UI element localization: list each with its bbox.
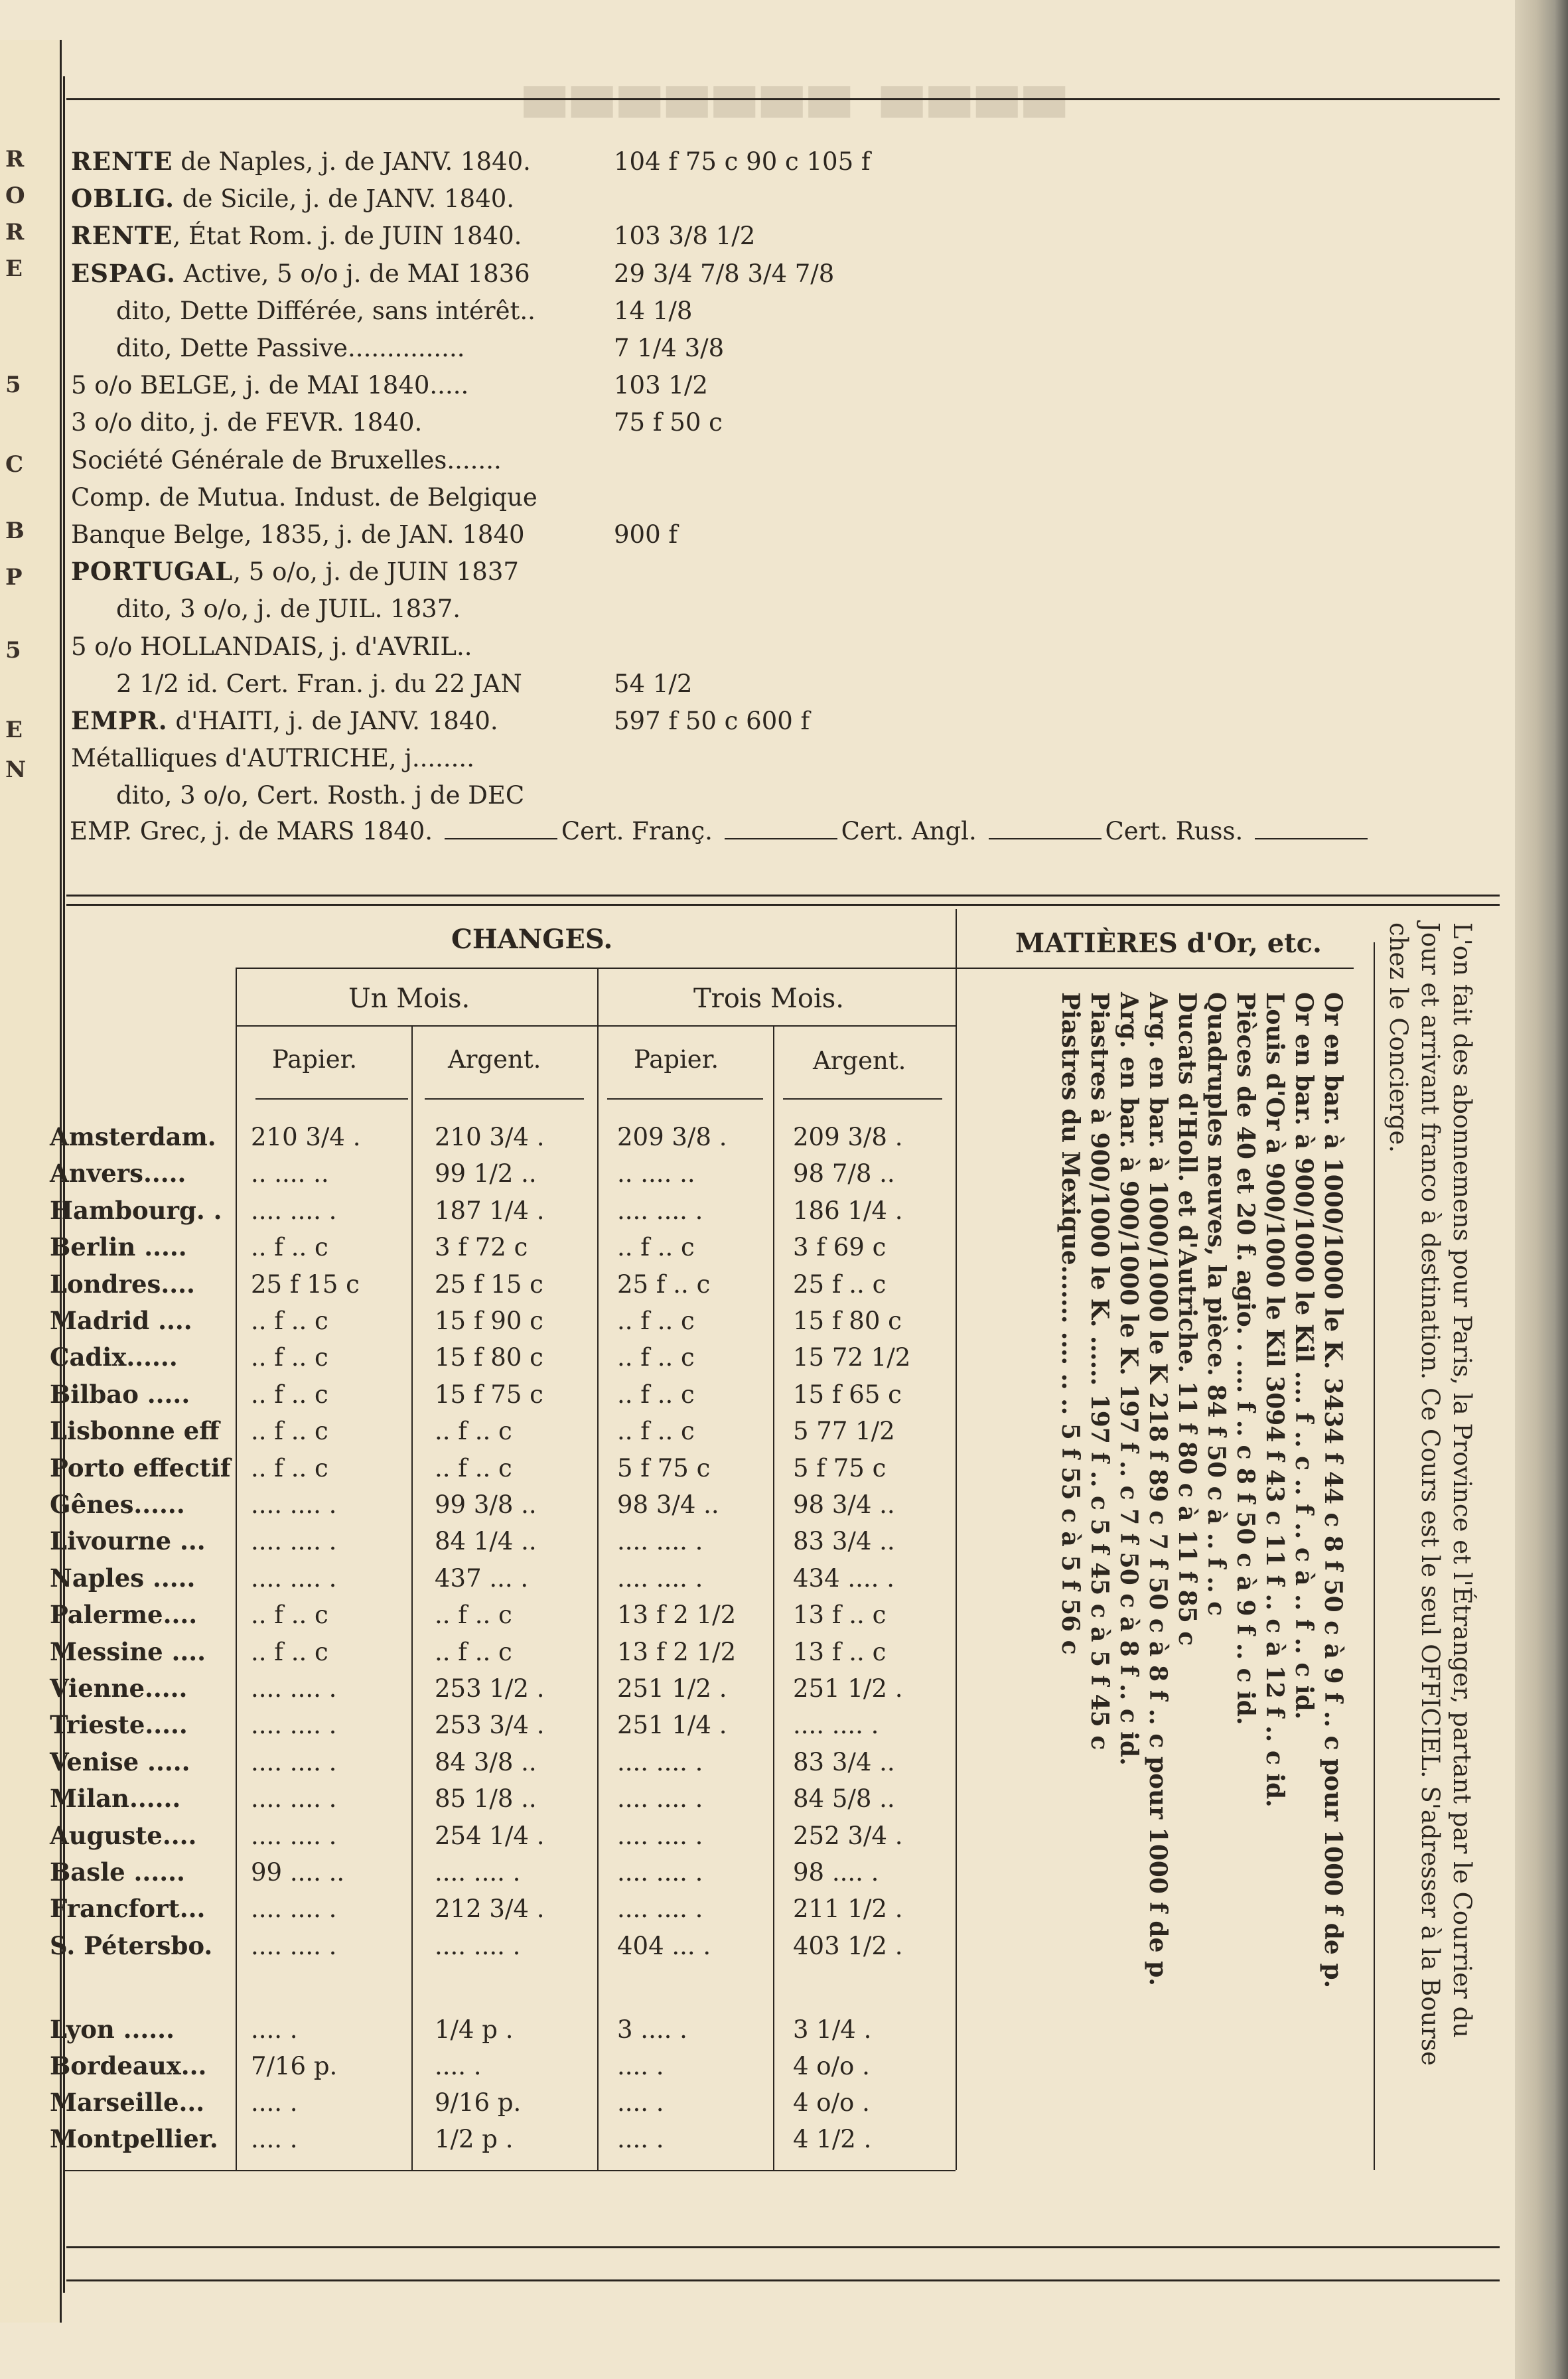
exchange-rate: .... .... .: [435, 1858, 521, 1887]
exchange-rate: .... .: [617, 2052, 664, 2080]
exchange-city: Berlin .....: [50, 1232, 187, 1262]
exchange-rate: .... .: [617, 2125, 664, 2153]
page-edge: [1515, 0, 1568, 2379]
fund-row: [71, 744, 474, 773]
fund-description: dito, Dette Passive...............: [116, 334, 465, 362]
exchange-city: Montpellier.: [50, 2124, 218, 2153]
matieres-line: Piastres à 900/1000 le K. ...... 197 f .. c 5 f 45 c à 5 f 45 c: [1086, 992, 1113, 1751]
exchange-rate: .. f .. c: [251, 1601, 328, 1630]
exchange-city: Marseille...: [50, 2088, 205, 2117]
exchange-city: Trieste.....: [50, 1710, 188, 1740]
matieres-line: Piastres du Mexique....... .... .. .. 5 f 55 c à 5 f 56 c: [1056, 992, 1084, 1655]
exchange-rate: .... .: [251, 2088, 298, 2117]
exchange-rate: 98 .... .: [793, 1858, 879, 1887]
fund-row: [71, 706, 498, 735]
exchange-rate: 15 f 80 c: [435, 1343, 543, 1372]
fund-row: [116, 669, 522, 698]
exchange-rate: 1/2 p .: [435, 2125, 514, 2153]
exchange-rate: 4 o/o .: [793, 2052, 870, 2080]
top-rule: [66, 98, 1500, 100]
exchange-rate: 84 3/8 ..: [435, 1747, 537, 1776]
exchange-rate: .... .... .: [251, 1895, 337, 1924]
exchange-rate: .... .... .: [617, 1747, 703, 1776]
exchange-rate: 253 3/4 .: [435, 1711, 545, 1740]
exchange-city: S. Pétersbo.: [50, 1930, 213, 1960]
exchange-rate: .. f .. c: [435, 1601, 512, 1630]
exchange-city: Porto effectif: [50, 1453, 231, 1482]
exchange-city: Lyon ......: [50, 2015, 175, 2044]
exchange-rate: 5 77 1/2: [793, 1417, 895, 1446]
fund-description: de Naples, j. de JANV. 1840.: [173, 147, 531, 176]
group-un-mois: Un Mois.: [348, 983, 470, 1014]
exchange-rate: .... .... .: [617, 1858, 703, 1887]
exchange-rate: .. f .. c: [617, 1380, 695, 1409]
exchange-rate: 209 3/8 .: [793, 1123, 903, 1151]
exchange-rate: .... .: [251, 2125, 298, 2153]
matieres-title: MATIÈRES d'Or, etc.: [1015, 928, 1322, 959]
exchange-rate: .. f .. c: [617, 1343, 695, 1372]
col-header-rule-2: [425, 1098, 584, 1100]
fund-price: 104 f 75 c 90 c 105 f: [614, 147, 871, 176]
exchange-rate: 1/4 p .: [435, 2015, 514, 2044]
fund-row: [116, 783, 524, 808]
fund-row: [71, 482, 537, 512]
exchange-rate: 437 ... .: [435, 1563, 529, 1593]
fund-description: , État Rom. j. de JUIN 1840.: [173, 222, 522, 251]
exchange-rate: 99 1/2 ..: [435, 1159, 537, 1189]
exchange-rate: 99 .... ..: [251, 1858, 345, 1887]
exchange-city: Madrid ....: [50, 1306, 192, 1335]
exchange-rate: 83 3/4 ..: [793, 1527, 895, 1556]
cert-franc-label: Cert. Franç.: [561, 817, 713, 845]
fund-row: [71, 557, 519, 587]
exchange-rate: 15 f 75 c: [435, 1380, 543, 1409]
exchange-rate: .. f .. c: [251, 1417, 328, 1446]
exchange-rate: .... .... .: [435, 1931, 521, 1960]
fund-name: PORTUGAL: [71, 557, 234, 587]
exchange-city: Naples .....: [50, 1563, 196, 1593]
matieres-right-border: [1374, 942, 1375, 2170]
fund-row: [71, 410, 422, 435]
exchange-rate: .... .... .: [251, 1674, 337, 1703]
exchange-rate: 98 3/4 ..: [617, 1490, 719, 1519]
exchange-city: Palerme....: [50, 1600, 198, 1630]
exchange-rate: 211 1/2 .: [793, 1895, 903, 1924]
exchange-rate: 15 f 65 c: [793, 1380, 902, 1409]
fund-description: dito, Dette Différée, sans intérêt..: [116, 296, 535, 325]
exchange-rate: 13 f .. c: [793, 1637, 887, 1666]
exchange-city: Milan......: [50, 1784, 181, 1814]
changes-title-rule: [236, 968, 956, 969]
exchange-rate: 210 3/4 .: [435, 1123, 545, 1151]
exchange-city: Lisbonne eff: [50, 1416, 220, 1446]
exchange-rate: 3 f 72 c: [435, 1233, 528, 1262]
changes-right-border: [956, 909, 957, 2170]
fund-description: 5 o/o BELGE, j. de MAI 1840.....: [71, 371, 469, 400]
exchange-rate: 254 1/4 .: [435, 1821, 545, 1850]
col-header-papier-1: Papier.: [272, 1045, 358, 1074]
exchange-rate: 13 f .. c: [793, 1601, 887, 1630]
fund-row: [116, 296, 535, 325]
exchange-rate: .. f .. c: [435, 1637, 512, 1666]
cert-russ-label: Cert. Russ.: [1105, 817, 1244, 845]
fund-row: [71, 184, 515, 214]
fund-description: Active, 5 o/o j. de MAI 1836: [175, 259, 530, 288]
exchange-rate: .. .... ..: [251, 1159, 329, 1189]
fund-name: OBLIG.: [71, 184, 175, 214]
notice-line: Jour et arrivant franco à destination. Ce Cours est le seul OFFICIEL. S'adresser à la Bourse: [1416, 922, 1445, 2066]
exchange-rate: 15 72 1/2: [793, 1343, 911, 1372]
exchange-rate: .... .... .: [617, 1527, 703, 1556]
fund-row: [71, 522, 525, 547]
exchange-rate: .... .... .: [617, 1196, 703, 1225]
fund-row: [71, 221, 522, 251]
exchange-rate: 99 3/8 ..: [435, 1490, 537, 1519]
exchange-rate: 403 1/2 .: [793, 1931, 903, 1960]
matieres-line: Or en bar. à 900/1000 le Kil .... f .. c .. f .. c à .. f .. c id.: [1290, 992, 1318, 1720]
exchange-rate: 9/16 p.: [435, 2088, 522, 2117]
fund-price: 54 1/2: [614, 669, 693, 698]
exchange-city: Auguste....: [50, 1820, 197, 1850]
bottom-rule: [66, 2246, 1500, 2248]
matieres-title-rule: [956, 968, 1354, 969]
fund-description: dito, 3 o/o, j. de JUIL. 1837.: [116, 595, 461, 624]
exchange-rate: 251 1/4 .: [617, 1711, 727, 1740]
exchange-rate: .. f .. c: [435, 1417, 512, 1446]
col-header-rule-4: [783, 1098, 942, 1100]
fund-description: de Sicile, j. de JANV. 1840.: [175, 184, 515, 214]
exchange-city: Francfort...: [50, 1894, 206, 1924]
fund-description: d'HAITI, j. de JANV. 1840.: [167, 707, 498, 735]
exchange-rate: .. f .. c: [617, 1417, 695, 1446]
fund-description: 2 1/2 id. Cert. Fran. j. du 22 JAN: [116, 669, 522, 698]
exchange-city: Venise .....: [50, 1747, 190, 1776]
exchange-rate: 84 1/4 ..: [435, 1527, 537, 1556]
exchange-rate: .... .... .: [251, 1931, 337, 1960]
exchange-rate: .. f .. c: [435, 1453, 512, 1482]
exchange-rate: .... .... .: [617, 1563, 703, 1593]
exchange-rate: .. f .. c: [251, 1343, 328, 1372]
matieres-line: Arg. en bar. à 900/1000 le K. 197 f .. c 7 f 50 c à 8 f .. c id.: [1115, 992, 1143, 1766]
col-divider-1: [411, 1025, 413, 2170]
exchange-city: Messine ....: [50, 1636, 206, 1666]
col-header-rule-3: [607, 1098, 763, 1100]
exchange-rate: .... .... .: [251, 1784, 337, 1814]
fund-price: 14 1/8: [614, 296, 693, 325]
fund-name: ESPAG.: [71, 258, 176, 288]
exchange-rate: .... .... .: [251, 1563, 337, 1593]
col-header-rule: [255, 1098, 408, 1100]
show-through-heading: ▀▀▀▀ ▀▀▀▀▀▀▀: [518, 86, 1065, 149]
exchange-city: Amsterdam.: [50, 1122, 216, 1151]
changes-label-border: [236, 968, 237, 2170]
exchange-rate: 84 5/8 ..: [793, 1784, 895, 1814]
fund-price: 597 f 50 c 600 f: [614, 707, 810, 735]
exchange-city: Basle ......: [50, 1857, 185, 1887]
fund-price: 7 1/4 3/8: [614, 334, 725, 362]
fund-price: 103 3/8 1/2: [614, 222, 756, 251]
exchange-rate: 4 1/2 .: [793, 2125, 872, 2153]
exchange-city: Livourne ...: [50, 1526, 206, 1556]
group-rule: [236, 1025, 956, 1027]
fund-description: 5 o/o HOLLANDAIS, j. d'AVRIL..: [71, 632, 472, 661]
exchange-rate: .... .... .: [617, 1821, 703, 1850]
exchange-rate: 98 3/4 ..: [793, 1490, 895, 1519]
exchange-rate: .... .... .: [617, 1784, 703, 1814]
fund-name: RENTE: [71, 147, 173, 176]
exchange-rate: 212 3/4 .: [435, 1895, 545, 1924]
exchange-rate: .... .... .: [251, 1747, 337, 1776]
exchange-rate: 3 1/4 .: [793, 2015, 872, 2044]
exchange-rate: 3 .... .: [617, 2015, 687, 2044]
exchange-rate: 25 f .. c: [617, 1269, 711, 1299]
exchange-rate: 85 1/8 ..: [435, 1784, 537, 1814]
matieres-line: Pièces de 40 et 20 f. agio. . .... f .. c 8 f 50 c à 9 f .. c id.: [1232, 992, 1259, 1725]
exchange-rate: 15 f 80 c: [793, 1307, 902, 1335]
exchange-rate: .... .... .: [251, 1711, 337, 1740]
exchange-city: Londres....: [50, 1269, 195, 1299]
exchange-rate: .. f .. c: [251, 1380, 328, 1409]
fund-row: [71, 634, 472, 659]
exchange-city: Hambourg. .: [50, 1195, 222, 1225]
exchange-rate: 25 f 15 c: [251, 1269, 360, 1299]
emp-grec-row: [70, 819, 1372, 843]
cert-angl-label: Cert. Angl.: [841, 817, 977, 845]
section-rule-2: [66, 904, 1500, 906]
exchange-rate: 253 1/2 .: [435, 1674, 545, 1703]
changes-group-divider: [597, 968, 599, 2170]
exchange-rate: .... .... .: [251, 1821, 337, 1850]
fund-row: [71, 149, 531, 174]
fund-description: Métalliques d'AUTRICHE, j........: [71, 744, 474, 773]
exchange-rate: 98 7/8 ..: [793, 1159, 895, 1189]
exchange-rate: 3 f 69 c: [793, 1233, 887, 1262]
adjacent-page-strip: R O R E 5 C B P 5 E N: [0, 40, 62, 2323]
fund-price: 75 f 50 c: [614, 408, 723, 437]
fund-price: 900 f: [614, 520, 678, 549]
exchange-rate: .. f .. c: [251, 1453, 328, 1482]
exchange-rate: 251 1/2 .: [617, 1674, 727, 1703]
exchange-city: Bilbao .....: [50, 1379, 190, 1409]
matieres-line: Quadruples neuves, la pièce. 84 f 50 c à .. f .. c: [1202, 992, 1230, 1617]
exchange-rate: 404 ... .: [617, 1931, 711, 1960]
exchange-rate: 83 3/4 ..: [793, 1747, 895, 1776]
col-header-argent-1: Argent.: [448, 1045, 541, 1074]
fund-description: Comp. de Mutua. Indust. de Belgique: [71, 482, 537, 512]
fund-row: [116, 595, 461, 624]
matieres-line: Ducats d'Holl. et d'Autriche. 11 f 80 c à 11 f 85 c: [1173, 992, 1201, 1646]
group-trois-mois: Trois Mois.: [693, 983, 844, 1014]
exchange-rate: 13 f 2 1/2: [617, 1637, 737, 1666]
fund-description: Banque Belge, 1835, j. de JAN. 1840: [71, 520, 525, 549]
exchange-city: Anvers.....: [50, 1159, 186, 1189]
exchange-rate: 209 3/8 .: [617, 1123, 727, 1151]
emp-grec-label: EMP. Grec, j. de MARS 1840.: [70, 817, 433, 845]
col-header-papier-2: Papier.: [634, 1045, 719, 1074]
exchange-rate: 25 f 15 c: [435, 1269, 543, 1299]
exchange-rate: .... .... .: [251, 1527, 337, 1556]
exchange-rate: 7/16 p.: [251, 2052, 338, 2080]
exchange-rate: .. f .. c: [251, 1233, 328, 1262]
matieres-line: Or en bar. à 1000/1000 le K. 3434 f 44 c 8 f 50 c à 9 f .. c pour 1000 f de p.: [1319, 992, 1347, 1989]
exchange-rate: 5 f 75 c: [793, 1453, 887, 1482]
bottom-rule-2: [66, 2279, 1500, 2281]
exchange-rate: .... .: [435, 2052, 482, 2080]
col-divider-3: [773, 1025, 774, 2170]
exchange-rate: .... .: [617, 2088, 664, 2117]
exchange-rate: .. f .. c: [251, 1637, 328, 1666]
fund-name: EMPR.: [71, 706, 168, 735]
exchange-city: Gênes......: [50, 1490, 185, 1519]
exchange-rate: 5 f 75 c: [617, 1453, 711, 1482]
fund-description: 3 o/o dito, j. de FEVR. 1840.: [71, 408, 423, 437]
fund-row: [116, 336, 464, 360]
exchange-rate: .. f .. c: [251, 1307, 328, 1335]
exchange-rate: 4 o/o .: [793, 2088, 870, 2117]
fund-row: [71, 371, 469, 400]
exchange-rate: 186 1/4 .: [793, 1196, 903, 1225]
exchange-rate: 25 f .. c: [793, 1269, 887, 1299]
fund-description: dito, 3 o/o, Cert. Rosth. j de DEC: [116, 781, 525, 810]
fund-description: , 5 o/o, j. de JUIN 1837: [233, 557, 519, 587]
exchange-rate: .... .... .: [251, 1490, 337, 1519]
exchange-rate: .... .... .: [251, 1196, 337, 1225]
exchange-rate: 187 1/4 .: [435, 1196, 545, 1225]
changes-title: CHANGES.: [451, 924, 613, 955]
col-header-argent-2: Argent.: [813, 1046, 906, 1075]
notice-line: chez le Concierge.: [1384, 922, 1413, 1153]
exchange-city: Bordeaux...: [50, 2051, 207, 2080]
exchange-rate: 15 f 90 c: [435, 1307, 543, 1335]
changes-bottom-rule: [63, 2170, 956, 2171]
fund-name: RENTE: [71, 221, 173, 251]
exchange-rate: .... .... .: [793, 1711, 879, 1740]
exchange-rate: .. .... ..: [617, 1159, 695, 1189]
fund-description: Société Générale de Bruxelles.......: [71, 445, 502, 474]
exchange-rate: .. f .. c: [617, 1307, 695, 1335]
exchange-city: Cadix......: [50, 1342, 178, 1372]
fund-row: [71, 258, 530, 288]
fund-row: [71, 445, 502, 474]
fund-price: 103 1/2: [614, 371, 708, 400]
notice-line: L'on fait des abonnemens pour Paris, la Province et l'Étranger, partant par le Courrier du: [1448, 922, 1476, 2039]
matieres-line: Louis d'Or à 900/1000 le Kil 3094 f 43 c 11 f .. c à 12 f .. c id.: [1261, 992, 1289, 1808]
matieres-line: Arg. en bar. à 1000/1000 le K 218 f 89 c 7 f 50 c à 8 f .. c pour 1000 f de p.: [1144, 992, 1172, 1986]
exchange-rate: 252 3/4 .: [793, 1821, 903, 1850]
fund-price: 29 3/4 7/8 3/4 7/8: [614, 259, 835, 288]
exchange-rate: 210 3/4 .: [251, 1123, 361, 1151]
exchange-city: Vienne.....: [50, 1674, 188, 1703]
exchange-rate: 13 f 2 1/2: [617, 1601, 737, 1630]
exchange-rate: .. f .. c: [617, 1233, 695, 1262]
exchange-rate: .... .: [251, 2015, 298, 2044]
exchange-rate: 434 .... .: [793, 1563, 894, 1593]
exchange-rate: 251 1/2 .: [793, 1674, 903, 1703]
exchange-rate: .... .... .: [617, 1895, 703, 1924]
section-rule: [66, 895, 1500, 897]
